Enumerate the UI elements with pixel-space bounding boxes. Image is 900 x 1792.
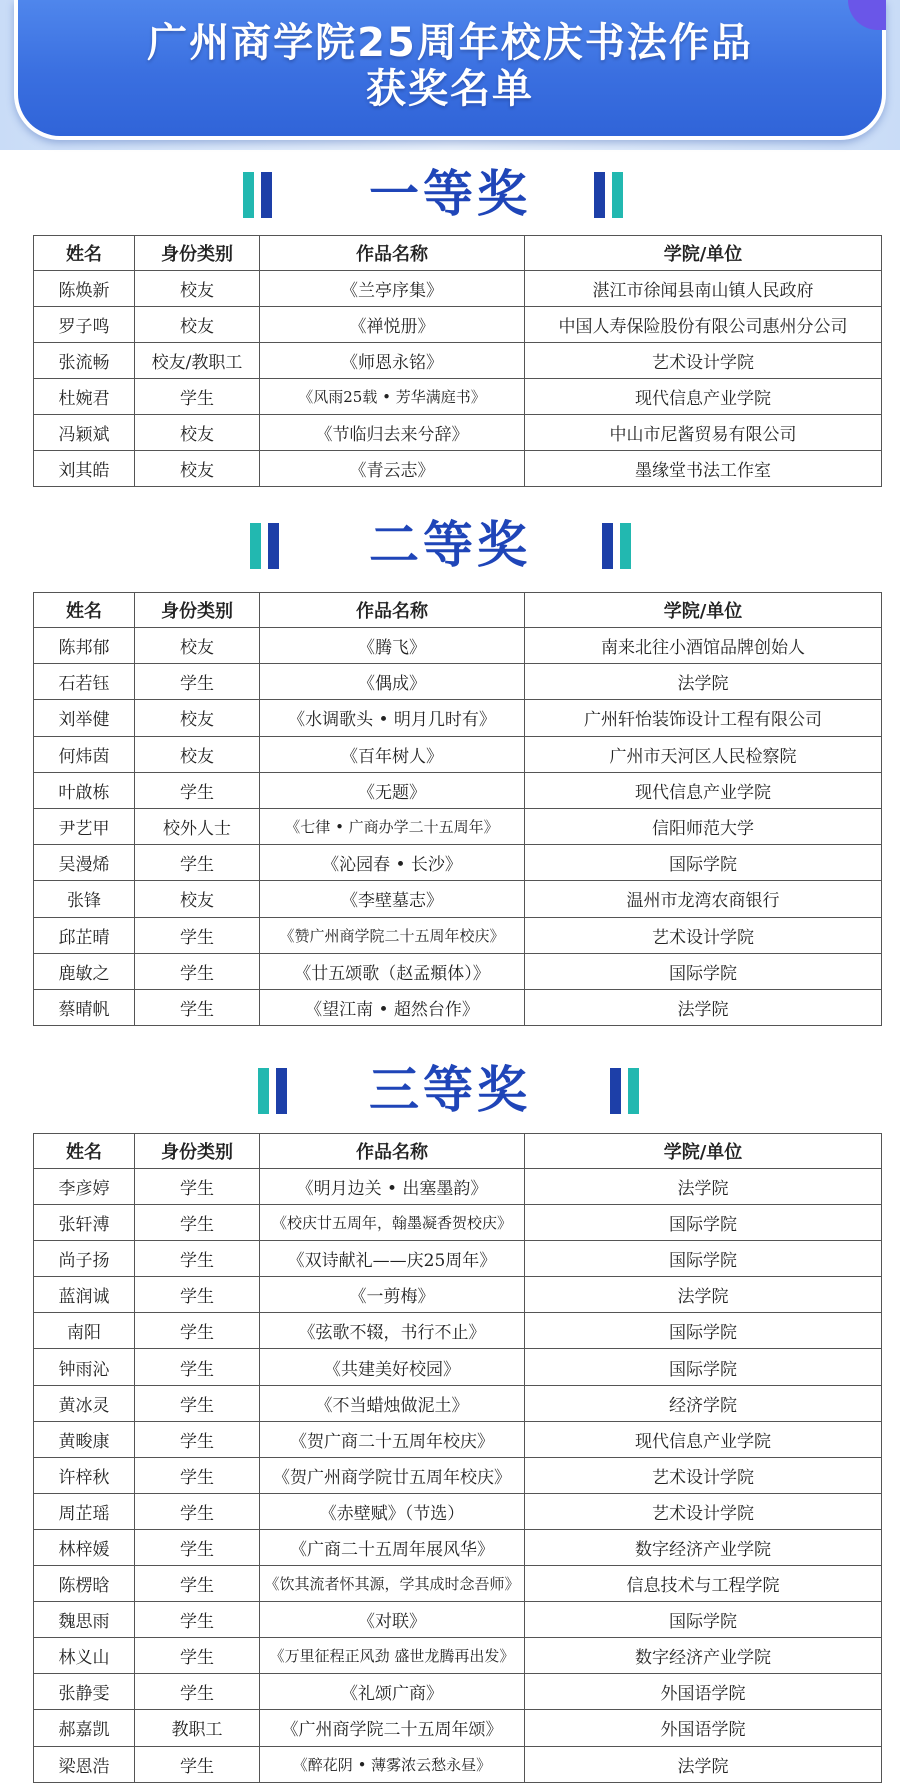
name-cell: 林梓媛 (34, 1529, 135, 1565)
column-header: 姓名 (34, 1134, 135, 1169)
unit-cell: 数字经济产业学院 (525, 1529, 882, 1565)
category-cell: 校友 (135, 415, 260, 451)
first-prize-table (33, 235, 882, 487)
name-cell: 鹿敏之 (34, 953, 135, 989)
unit-cell: 法学院 (525, 1169, 882, 1205)
table-row (34, 1421, 882, 1457)
table-row (34, 1493, 882, 1529)
category-cell: 学生 (135, 1529, 260, 1565)
unit-cell: 现代信息产业学院 (525, 1421, 882, 1457)
category-cell: 学生 (135, 953, 260, 989)
name-cell: 石若钰 (34, 664, 135, 700)
category-cell: 学生 (135, 664, 260, 700)
name-cell: 吴漫烯 (34, 845, 135, 881)
unit-cell: 广州轩怡装饰设计工程有限公司 (525, 700, 882, 736)
name-cell: 张流畅 (34, 343, 135, 379)
page-title-line2: 获奖名单 (366, 66, 534, 112)
category-cell: 学生 (135, 989, 260, 1025)
category-cell: 学生 (135, 1602, 260, 1638)
column-header: 姓名 (34, 593, 135, 628)
divider-bars-icon (610, 1068, 646, 1114)
table-row (34, 1529, 882, 1565)
name-cell: 魏思雨 (34, 1602, 135, 1638)
section-heading-first-prize (0, 164, 900, 224)
name-cell: 许梓秋 (34, 1457, 135, 1493)
unit-cell: 现代信息产业学院 (525, 379, 882, 415)
name-cell: 周芷瑶 (34, 1493, 135, 1529)
category-cell: 学生 (135, 917, 260, 953)
table-row (34, 1277, 882, 1313)
table-row (34, 1169, 882, 1205)
work-title-cell: 《广商二十五周年展风华》 (260, 1529, 525, 1565)
table-row (34, 307, 882, 343)
table-row (34, 989, 882, 1025)
category-cell: 校外人士 (135, 808, 260, 844)
work-title-cell: 《无题》 (260, 772, 525, 808)
section-title: 二等奖 (369, 516, 531, 574)
category-cell: 学生 (135, 1638, 260, 1674)
work-title-cell: 《一剪梅》 (260, 1277, 525, 1313)
name-cell: 黄畯康 (34, 1421, 135, 1457)
table-row (34, 1313, 882, 1349)
work-title-cell: 《赤壁赋》（节选） (260, 1493, 525, 1529)
category-cell: 学生 (135, 1313, 260, 1349)
unit-cell: 法学院 (525, 1277, 882, 1313)
category-cell: 校友 (135, 307, 260, 343)
unit-cell: 温州市龙湾农商银行 (525, 881, 882, 917)
page-title-line1: 广州商学院25周年校庆书法作品 (147, 20, 753, 66)
table-row (34, 1385, 882, 1421)
table-header-row (34, 593, 882, 628)
divider-bars-icon (594, 172, 630, 218)
table-row (34, 628, 882, 664)
work-title-cell: 《青云志》 (260, 451, 525, 487)
name-cell: 邱芷晴 (34, 917, 135, 953)
unit-cell: 国际学院 (525, 1205, 882, 1241)
category-cell: 学生 (135, 1169, 260, 1205)
table-row (34, 1241, 882, 1277)
work-title-cell: 《校庆廿五周年，翰墨凝香贺校庆》 (260, 1205, 525, 1241)
category-cell: 校友 (135, 736, 260, 772)
name-cell: 杜婉君 (34, 379, 135, 415)
work-title-cell: 《师恩永铭》 (260, 343, 525, 379)
name-cell: 南阳 (34, 1313, 135, 1349)
work-title-cell: 《弦歌不辍，书行不止》 (260, 1313, 525, 1349)
category-cell: 学生 (135, 1421, 260, 1457)
unit-cell: 国际学院 (525, 953, 882, 989)
table-row (34, 1746, 882, 1782)
work-title-cell: 《明月边关 • 出塞墨韵》 (260, 1169, 525, 1205)
column-header: 作品名称 (260, 1134, 525, 1169)
work-title-cell: 《饮其流者怀其源，学其成时念吾师》 (260, 1566, 525, 1602)
category-cell: 学生 (135, 1457, 260, 1493)
unit-cell: 国际学院 (525, 1313, 882, 1349)
category-cell: 学生 (135, 379, 260, 415)
unit-cell: 法学院 (525, 664, 882, 700)
name-cell: 何炜茵 (34, 736, 135, 772)
name-cell: 冯颖斌 (34, 415, 135, 451)
name-cell: 张锋 (34, 881, 135, 917)
table-row (34, 736, 882, 772)
unit-cell: 信阳师范大学 (525, 808, 882, 844)
unit-cell: 广州市天河区人民检察院 (525, 736, 882, 772)
column-header: 身份类别 (135, 593, 260, 628)
section-title: 三等奖 (369, 1061, 531, 1119)
name-cell: 张静雯 (34, 1674, 135, 1710)
work-title-cell: 《万里征程正风劲 盛世龙腾再出发》 (260, 1638, 525, 1674)
table-row (34, 1457, 882, 1493)
name-cell: 刘其皓 (34, 451, 135, 487)
category-cell: 校友 (135, 628, 260, 664)
table-row (34, 808, 882, 844)
work-title-cell: 《双诗献礼——庆25周年》 (260, 1241, 525, 1277)
unit-cell: 艺术设计学院 (525, 917, 882, 953)
category-cell: 学生 (135, 1746, 260, 1782)
section-heading-third-prize (0, 1060, 900, 1120)
unit-cell: 外国语学院 (525, 1674, 882, 1710)
category-cell: 学生 (135, 1241, 260, 1277)
category-cell: 学生 (135, 772, 260, 808)
column-header: 姓名 (34, 236, 135, 271)
unit-cell: 数字经济产业学院 (525, 1638, 882, 1674)
name-cell: 刘举健 (34, 700, 135, 736)
table-row (34, 845, 882, 881)
unit-cell: 信息技术与工程学院 (525, 1566, 882, 1602)
column-header: 作品名称 (260, 593, 525, 628)
unit-cell: 国际学院 (525, 1602, 882, 1638)
name-cell: 蔡晴帆 (34, 989, 135, 1025)
page-title (18, 0, 882, 112)
work-title-cell: 《共建美好校园》 (260, 1349, 525, 1385)
unit-cell: 中国人寿保险股份有限公司惠州分公司 (525, 307, 882, 343)
work-title-cell: 《李壁墓志》 (260, 881, 525, 917)
unit-cell: 国际学院 (525, 1349, 882, 1385)
category-cell: 学生 (135, 1205, 260, 1241)
table-row (34, 415, 882, 451)
header-background (0, 0, 900, 150)
work-title-cell: 《赞广州商学院二十五周年校庆》 (260, 917, 525, 953)
name-cell: 梁恩浩 (34, 1746, 135, 1782)
unit-cell: 法学院 (525, 1746, 882, 1782)
column-header: 身份类别 (135, 236, 260, 271)
name-cell: 陈焕新 (34, 271, 135, 307)
table-row (34, 881, 882, 917)
category-cell: 校友 (135, 700, 260, 736)
unit-cell: 中山市尼酱贸易有限公司 (525, 415, 882, 451)
unit-cell: 艺术设计学院 (525, 343, 882, 379)
category-cell: 校友/教职工 (135, 343, 260, 379)
work-title-cell: 《七律 • 广商办学二十五周年》 (260, 808, 525, 844)
work-title-cell: 《对联》 (260, 1602, 525, 1638)
work-title-cell: 《腾飞》 (260, 628, 525, 664)
unit-cell: 国际学院 (525, 845, 882, 881)
work-title-cell: 《醉花阴 • 薄雾浓云愁永昼》 (260, 1746, 525, 1782)
name-cell: 尚子扬 (34, 1241, 135, 1277)
title-banner (14, 0, 886, 140)
category-cell: 学生 (135, 1277, 260, 1313)
table-row (34, 772, 882, 808)
table-row (34, 953, 882, 989)
work-title-cell: 《礼颂广商》 (260, 1674, 525, 1710)
column-header: 学院/单位 (525, 593, 882, 628)
table-row (34, 1674, 882, 1710)
column-header: 学院/单位 (525, 236, 882, 271)
column-header: 身份类别 (135, 1134, 260, 1169)
name-cell: 陈邦郁 (34, 628, 135, 664)
table-row (34, 1566, 882, 1602)
name-cell: 陈楞晗 (34, 1566, 135, 1602)
table-row (34, 664, 882, 700)
unit-cell: 艺术设计学院 (525, 1457, 882, 1493)
category-cell: 学生 (135, 1493, 260, 1529)
work-title-cell: 《沁园春 • 长沙》 (260, 845, 525, 881)
category-cell: 学生 (135, 1385, 260, 1421)
category-cell: 校友 (135, 451, 260, 487)
table-row (34, 700, 882, 736)
table-row (34, 451, 882, 487)
category-cell: 学生 (135, 1349, 260, 1385)
table-row (34, 1602, 882, 1638)
work-title-cell: 《水调歌头 • 明月几时有》 (260, 700, 525, 736)
table-row (34, 917, 882, 953)
category-cell: 学生 (135, 1566, 260, 1602)
work-title-cell: 《广州商学院二十五周年颂》 (260, 1710, 525, 1746)
category-cell: 校友 (135, 271, 260, 307)
name-cell: 林义山 (34, 1638, 135, 1674)
table-row (34, 343, 882, 379)
name-cell: 尹艺甲 (34, 808, 135, 844)
table-row (34, 1349, 882, 1385)
section-title: 一等奖 (369, 165, 531, 223)
name-cell: 罗子鸣 (34, 307, 135, 343)
table-row (34, 271, 882, 307)
work-title-cell: 《偶成》 (260, 664, 525, 700)
table-row (34, 379, 882, 415)
work-title-cell: 《贺广州商学院廿五周年校庆》 (260, 1457, 525, 1493)
column-header: 作品名称 (260, 236, 525, 271)
name-cell: 郝嘉凯 (34, 1710, 135, 1746)
name-cell: 张轩溥 (34, 1205, 135, 1241)
unit-cell: 艺术设计学院 (525, 1493, 882, 1529)
work-title-cell: 《兰亭序集》 (260, 271, 525, 307)
table-row (34, 1638, 882, 1674)
unit-cell: 湛江市徐闻县南山镇人民政府 (525, 271, 882, 307)
category-cell: 学生 (135, 845, 260, 881)
table-row (34, 1710, 882, 1746)
table-row (34, 1205, 882, 1241)
name-cell: 黄冰灵 (34, 1385, 135, 1421)
work-title-cell: 《廿五颂歌（赵孟頫体）》 (260, 953, 525, 989)
unit-cell: 国际学院 (525, 1241, 882, 1277)
work-title-cell: 《望江南 • 超然台作》 (260, 989, 525, 1025)
category-cell: 校友 (135, 881, 260, 917)
unit-cell: 南来北往小酒馆品牌创始人 (525, 628, 882, 664)
table-header-row (34, 236, 882, 271)
section-heading-second-prize (0, 515, 900, 575)
work-title-cell: 《风雨25载 • 芳华满庭书》 (260, 379, 525, 415)
work-title-cell: 《禅悦册》 (260, 307, 525, 343)
work-title-cell: 《不当蜡烛做泥土》 (260, 1385, 525, 1421)
name-cell: 钟雨沁 (34, 1349, 135, 1385)
divider-bars-icon (602, 523, 638, 569)
unit-cell: 墨缘堂书法工作室 (525, 451, 882, 487)
name-cell: 蓝润诚 (34, 1277, 135, 1313)
category-cell: 教职工 (135, 1710, 260, 1746)
column-header: 学院/单位 (525, 1134, 882, 1169)
table-header-row (34, 1134, 882, 1169)
name-cell: 李彦婷 (34, 1169, 135, 1205)
second-prize-table (33, 592, 882, 1026)
work-title-cell: 《贺广商二十五周年校庆》 (260, 1421, 525, 1457)
category-cell: 学生 (135, 1674, 260, 1710)
unit-cell: 外国语学院 (525, 1710, 882, 1746)
unit-cell: 法学院 (525, 989, 882, 1025)
third-prize-table (33, 1133, 882, 1783)
unit-cell: 经济学院 (525, 1385, 882, 1421)
work-title-cell: 《节临归去来兮辞》 (260, 415, 525, 451)
name-cell: 叶啟栋 (34, 772, 135, 808)
work-title-cell: 《百年树人》 (260, 736, 525, 772)
unit-cell: 现代信息产业学院 (525, 772, 882, 808)
